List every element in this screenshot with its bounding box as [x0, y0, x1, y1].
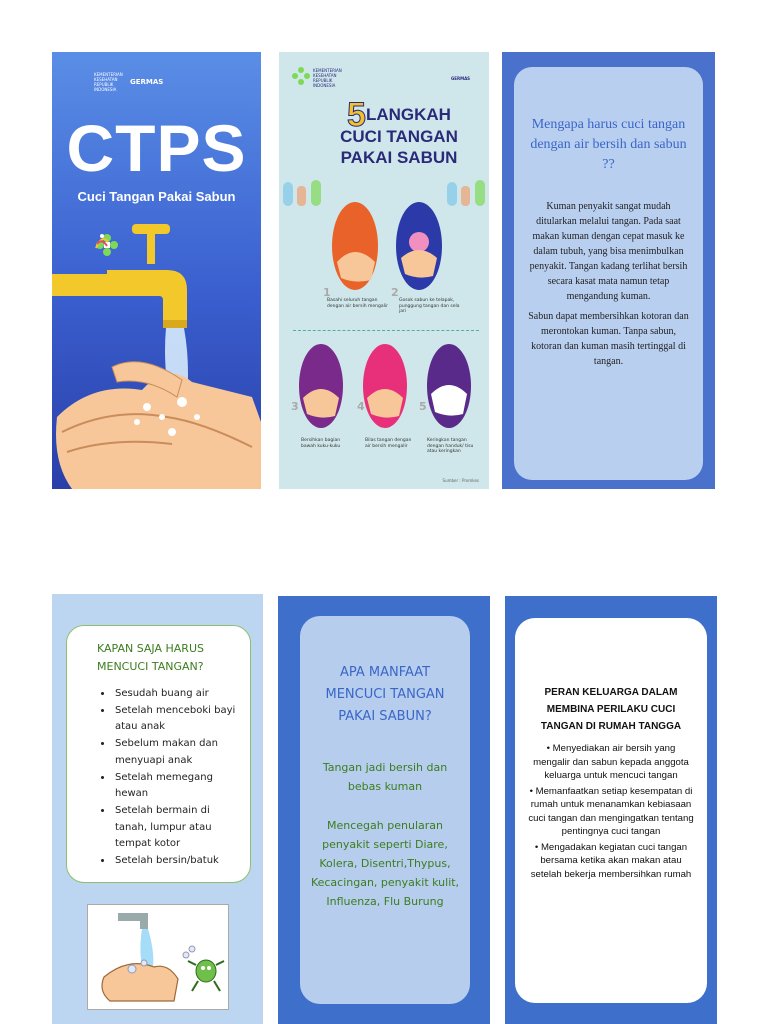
- why-wash-question: Mengapa harus cuci tangan dengan air bersih dan sabun ??: [530, 117, 687, 172]
- logo-row: [94, 72, 163, 92]
- benefit-heading: APA MANFAAT MENCUCI TANGAN PAKAI SABUN?: [325, 665, 445, 724]
- title-line3: PAKAI SABUN: [340, 148, 458, 168]
- germas-label: GERMAS: [451, 76, 471, 81]
- list-item: • Sesudah buang air: [113, 686, 238, 703]
- list-item: • Setelah menceboki bayi atau anak: [113, 703, 238, 736]
- step-divider: [293, 330, 479, 331]
- kemenkes-logo-text: KEMENTERIAN KESEHATAN REPUBLIK INDONESIA: [94, 72, 123, 92]
- step-number-3: 3: [291, 400, 299, 413]
- list-item: • Setelah bermain di tanah, lumpur atau tempat kotor: [113, 803, 238, 853]
- benefit-1: Tangan jadi bersih dan bebas kuman: [322, 761, 448, 793]
- five-steps-panel: [279, 52, 489, 489]
- title-line2: CUCI TANGAN: [340, 127, 458, 147]
- step-number-2: 2: [391, 286, 399, 299]
- ctps-cover-panel: [52, 52, 261, 489]
- why-wash-card: [514, 67, 703, 480]
- handwash-germ-illustration: [87, 904, 229, 1010]
- tap-and-hands-illustration: [52, 212, 261, 489]
- why-wash-panel: [502, 52, 715, 489]
- list-item: • Menyediakan air bersih yang mengalir dan sabun kepada anggota keluarga untuk mencuci tangan: [527, 742, 695, 783]
- family-role-card: [515, 618, 707, 1003]
- germas-label: GERMAS: [130, 78, 164, 86]
- list-item: • Setelah bersin/batuk: [113, 853, 238, 870]
- step-4-text: Bilas tangan dengan air bersih mengalir: [365, 438, 412, 449]
- list-item: • Sebelum makan dan menyuapi anak: [113, 736, 238, 769]
- step-5-text: Keringkan tangan dengan handuk/ tisu atau keringkan: [427, 438, 474, 454]
- list-item: • Setelah memegang hewan: [113, 770, 238, 803]
- step-number-5: 5: [419, 400, 427, 413]
- step-3-text: Bersihkan bagian bawah kuku-kuku: [301, 438, 341, 449]
- benefit-panel: [278, 596, 490, 1024]
- when-wash-list: [97, 686, 238, 870]
- when-wash-heading: KAPAN SAJA HARUS MENCUCI TANGAN?: [97, 642, 204, 673]
- ctps-title: CTPS: [66, 111, 247, 185]
- family-role-heading: PERAN KELUARGA DALAM MEMBINA PERILAKU CUCI TANGAN DI RUMAH TANGGA: [540, 687, 682, 732]
- kemenkes-logo-icon: [291, 66, 311, 86]
- why-wash-paragraph-2: Sabun dapat membersihkan kotoran dan merontokan kuman. Tanpa sabun, kotoran dan kuman masih tertinggal di tangan.: [528, 311, 689, 367]
- five-number: 5: [347, 96, 366, 135]
- when-wash-panel: [52, 594, 263, 1024]
- step-2-text: Gosok sabun ke telapak, punggung tangan dan sela jari: [399, 298, 460, 314]
- kemenkes-logo-text: KEMENTERIAN KESEHATAN REPUBLIK INDONESIA: [313, 68, 342, 88]
- when-wash-card: [66, 625, 251, 883]
- benefit-card: [300, 616, 470, 1004]
- step-number-4: 4: [357, 400, 365, 413]
- ctps-subtitle: Cuci Tangan Pakai Sabun: [77, 189, 236, 204]
- step-1-text: Basahi seluruh tangan dengan air bersih mengalir: [327, 298, 388, 309]
- five-steps-title: [319, 96, 479, 168]
- family-role-list: [527, 742, 695, 881]
- source-credit: Sumber : Promkes: [442, 478, 479, 483]
- family-role-panel: [505, 596, 717, 1024]
- why-wash-paragraph-1: Kuman penyakit sangat mudah ditularkan melalui tangan. Pada saat makan kuman dengan cepat masuk ke dalam tubuh, yang bisa menimbulkan penyakit. Tangan kadang terlihat bersih secara kasat mata namun tetap mengandung kuman.: [529, 201, 688, 302]
- benefit-2: Mencegah penularan penyakit seperti Diare, Kolera, Disentri,Thypus, Kecacingan, penyakit kulit, Influenza, Flu Burung: [310, 819, 460, 908]
- list-item: • Memanfaatkan setiap kesempatan di rumah untuk menanamkan kebiasaan cuci tangan dan mengingatkan tentang pentingnya cuci tangan: [527, 785, 695, 839]
- step-number-1: 1: [323, 286, 331, 299]
- list-item: • Mengadakan kegiatan cuci tangan bersama ketika akan makan atau setelah bekerja membersihkan rumah: [527, 841, 695, 882]
- title-line1: LANGKAH: [365, 105, 451, 124]
